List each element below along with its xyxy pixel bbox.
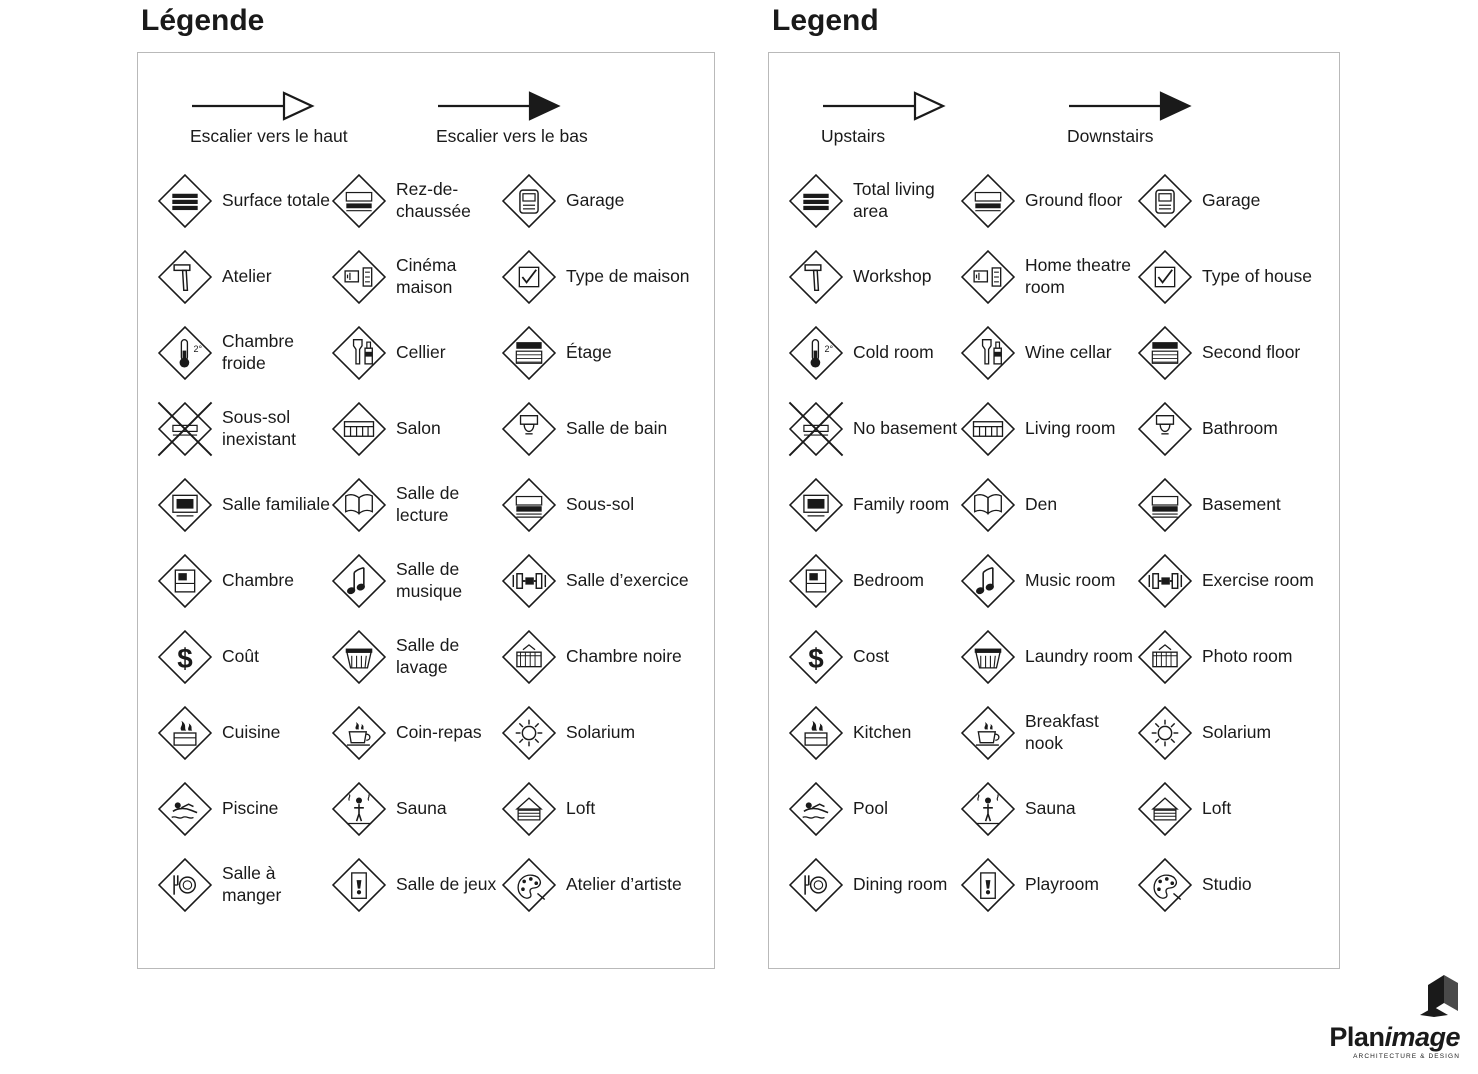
stairs-arrows-english — [821, 89, 1321, 147]
legend-symbol-item — [500, 163, 696, 239]
wine-cellar-icon — [959, 324, 1017, 382]
arrow-filled-right-icon — [436, 89, 634, 123]
legend-symbol-label: Salle familiale — [222, 494, 330, 515]
legend-symbol-label: Salle de lecture — [396, 483, 460, 525]
legend-symbol-label: Playroom — [1025, 874, 1099, 895]
exercise-room-icon — [500, 552, 558, 610]
arrow-item-downstairs-fr — [436, 89, 634, 147]
legend-symbol-label: Exercise room — [1202, 570, 1314, 591]
legend-symbol-item — [787, 163, 959, 239]
sauna-icon — [959, 780, 1017, 838]
legend-symbol-label: Cellier — [396, 342, 446, 363]
legend-symbol-label: Surface totale — [222, 190, 330, 211]
pool-swimmer-icon — [787, 780, 845, 838]
dining-room-icon — [156, 856, 214, 914]
legend-symbol-label: Coin-repas — [396, 722, 482, 743]
legend-symbol-label: Cuisine — [222, 722, 281, 743]
legend-symbol-label: Type de maison — [566, 266, 690, 287]
legend-symbol-item — [959, 391, 1136, 467]
family-room-tv-icon — [787, 476, 845, 534]
legend-symbol-label: Piscine — [222, 798, 279, 819]
legend-symbol-item — [1136, 163, 1322, 239]
laundry-room-icon — [330, 628, 388, 686]
legend-symbol-item — [1136, 619, 1322, 695]
basement-icon — [500, 476, 558, 534]
legend-symbol-item — [500, 467, 696, 543]
legend-symbol-item — [1136, 467, 1322, 543]
cold-room-thermometer-icon — [787, 324, 845, 382]
legend-symbol-item — [500, 239, 696, 315]
legend-symbol-label: Loft — [1202, 798, 1232, 819]
type-of-house-icon — [1136, 248, 1194, 306]
legend-symbol-label: Garage — [566, 190, 625, 211]
legend-symbol-label: Living room — [1025, 418, 1116, 439]
legend-symbol-item — [330, 467, 500, 543]
legend-symbol-item — [1136, 239, 1322, 315]
legend-symbol-item — [787, 239, 959, 315]
legend-symbol-item — [330, 619, 500, 695]
legend-symbol-label: Kitchen — [853, 722, 912, 743]
cold-room-thermometer-icon — [156, 324, 214, 382]
type-of-house-icon — [500, 248, 558, 306]
laundry-room-icon — [959, 628, 1017, 686]
kitchen-stove-icon — [156, 704, 214, 762]
legend-symbol-label: Second floor — [1202, 342, 1301, 363]
living-room-sofa-icon — [330, 400, 388, 458]
legend-symbol-item — [1136, 391, 1322, 467]
legend-symbol-label: Coût — [222, 646, 259, 667]
legend-symbol-item — [156, 771, 330, 847]
legend-symbol-item — [156, 543, 330, 619]
legend-symbol-item — [500, 543, 696, 619]
legend-symbol-label: Workshop — [853, 266, 932, 287]
cost-dollar-icon — [156, 628, 214, 686]
legend-symbol-item — [959, 619, 1136, 695]
legend-symbol-label: Salle de lavage — [396, 635, 460, 677]
svg-text:$: $ — [177, 642, 193, 674]
legend-symbol-item — [1136, 695, 1322, 771]
legend-symbol-item — [959, 163, 1136, 239]
brand-name-part2: image — [1384, 1022, 1460, 1052]
loft-icon — [500, 780, 558, 838]
legend-symbol-item — [500, 391, 696, 467]
legend-symbol-item — [330, 163, 500, 239]
legend-symbol-item — [330, 543, 500, 619]
legend-symbol-item — [959, 315, 1136, 391]
arrow-item-upstairs-en — [821, 89, 1019, 147]
cost-dollar-icon — [787, 628, 845, 686]
legend-symbol-item — [500, 315, 696, 391]
bedroom-bed-icon — [787, 552, 845, 610]
legend-symbol-label: Family room — [853, 494, 950, 515]
legend-symbol-label: Sous-sol — [566, 494, 635, 515]
legend-symbol-label: Chambre froide — [222, 331, 294, 373]
second-floor-icon — [500, 324, 558, 382]
den-book-icon — [330, 476, 388, 534]
legend-symbol-label: Total living area — [853, 179, 935, 221]
total-living-area-icon — [156, 172, 214, 230]
home-theatre-icon — [959, 248, 1017, 306]
total-living-area-icon — [787, 172, 845, 230]
planimage-mark-icon — [1414, 973, 1460, 1022]
legend-symbol-label: Basement — [1202, 494, 1281, 515]
legend-symbol-label: Bathroom — [1202, 418, 1278, 439]
legend-symbol-item — [156, 315, 330, 391]
legend-symbol-label: Sauna — [1025, 798, 1076, 819]
workshop-hammer-icon — [156, 248, 214, 306]
legend-symbol-item — [156, 163, 330, 239]
legend-symbol-label: Salle à manger — [222, 863, 282, 905]
legend-symbol-label: Studio — [1202, 874, 1252, 895]
legend-symbol-item — [330, 771, 500, 847]
living-room-sofa-icon — [959, 400, 1017, 458]
legend-symbol-label: Cold room — [853, 342, 934, 363]
svg-text:2°: 2° — [824, 343, 834, 354]
playroom-icon — [959, 856, 1017, 914]
legend-symbol-item — [156, 695, 330, 771]
svg-text:$: $ — [808, 642, 824, 674]
legend-symbol-label: Ground floor — [1025, 190, 1123, 211]
arrow-item-downstairs-en — [1067, 89, 1265, 147]
legend-symbol-label: Cost — [853, 646, 889, 667]
garage-icon — [1136, 172, 1194, 230]
legend-symbol-item — [330, 315, 500, 391]
legend-symbol-label: Garage — [1202, 190, 1261, 211]
legend-symbol-label: Music room — [1025, 570, 1116, 591]
legend-symbol-item — [330, 391, 500, 467]
legend-symbol-item — [500, 771, 696, 847]
legend-symbol-label: Atelier — [222, 266, 272, 287]
brand-name — [1329, 1024, 1460, 1051]
legend-symbol-label: Salle de bain — [566, 418, 668, 439]
panel-box-french — [137, 52, 715, 969]
basement-icon — [1136, 476, 1194, 534]
legend-symbol-item — [500, 847, 696, 923]
legend-symbol-label: Chambre — [222, 570, 294, 591]
legend-symbol-item — [787, 467, 959, 543]
legend-symbol-item — [959, 543, 1136, 619]
arrow-item-upstairs-fr — [190, 89, 388, 147]
dining-room-icon — [787, 856, 845, 914]
home-theatre-icon — [330, 248, 388, 306]
loft-icon — [1136, 780, 1194, 838]
legend-symbol-item — [500, 695, 696, 771]
wine-cellar-icon — [330, 324, 388, 382]
symbol-grid-english — [787, 163, 1321, 923]
legend-symbol-label: Cinéma maison — [396, 255, 457, 297]
legend-symbol-label: Bedroom — [853, 570, 925, 591]
brand-logo — [1329, 973, 1460, 1060]
bedroom-bed-icon — [156, 552, 214, 610]
no-basement-icon — [156, 400, 214, 458]
arrow-filled-right-icon — [1067, 89, 1265, 123]
arrow-label-upstairs-fr: Escalier vers le haut — [190, 126, 348, 146]
kitchen-stove-icon — [787, 704, 845, 762]
legend-symbol-label: Solarium — [566, 722, 636, 743]
legend-symbol-item — [156, 619, 330, 695]
legend-symbol-label: Salle d’exercice — [566, 570, 689, 591]
photo-room-icon — [1136, 628, 1194, 686]
arrow-label-downstairs-en: Downstairs — [1067, 126, 1154, 146]
legend-symbol-item — [959, 239, 1136, 315]
legend-symbol-label: Den — [1025, 494, 1058, 515]
legend-symbol-label: Type of house — [1202, 266, 1312, 287]
legend-panel-english — [768, 4, 1340, 969]
exercise-room-icon — [1136, 552, 1194, 610]
legend-symbol-label: Salle de musique — [396, 559, 463, 601]
ground-floor-icon — [959, 172, 1017, 230]
legend-symbol-label: Chambre noire — [566, 646, 682, 667]
solarium-sun-icon — [1136, 704, 1194, 762]
panel-title-english: Legend — [772, 4, 879, 37]
legend-symbol-label: Salon — [396, 418, 441, 439]
breakfast-nook-cup-icon — [959, 704, 1017, 762]
second-floor-icon — [1136, 324, 1194, 382]
music-room-note-icon — [959, 552, 1017, 610]
family-room-tv-icon — [156, 476, 214, 534]
ground-floor-icon — [330, 172, 388, 230]
brand-name-part1: Plan — [1329, 1022, 1385, 1052]
arrow-label-downstairs-fr: Escalier vers le bas — [436, 126, 588, 146]
workshop-hammer-icon — [787, 248, 845, 306]
legend-symbol-item — [156, 847, 330, 923]
legend-symbol-label: Salle de jeux — [396, 874, 497, 895]
studio-palette-icon — [500, 856, 558, 914]
legend-symbol-label: Laundry room — [1025, 646, 1133, 667]
legend-symbol-label: No basement — [853, 418, 958, 439]
legend-symbol-item — [959, 695, 1136, 771]
legend-symbol-item — [330, 695, 500, 771]
svg-text:2°: 2° — [193, 343, 203, 354]
legend-symbol-item — [156, 467, 330, 543]
sauna-icon — [330, 780, 388, 838]
playroom-icon — [330, 856, 388, 914]
breakfast-nook-cup-icon — [330, 704, 388, 762]
legend-symbol-item — [787, 695, 959, 771]
legend-symbol-label: Solarium — [1202, 722, 1272, 743]
legend-symbol-item — [787, 771, 959, 847]
panel-box-english — [768, 52, 1340, 969]
stairs-arrows-french — [190, 89, 696, 147]
bathroom-icon — [500, 400, 558, 458]
legend-symbol-item — [156, 239, 330, 315]
legend-symbol-item — [1136, 543, 1322, 619]
music-room-note-icon — [330, 552, 388, 610]
legend-symbol-label: Rez-de-chaussée — [396, 179, 471, 221]
legend-symbol-label: Sauna — [396, 798, 447, 819]
legend-symbol-label: Sous-sol inexistant — [222, 407, 296, 449]
panel-title-french: Légende — [141, 4, 265, 37]
legend-symbol-item — [787, 847, 959, 923]
photo-room-icon — [500, 628, 558, 686]
den-book-icon — [959, 476, 1017, 534]
legend-symbol-item — [330, 239, 500, 315]
symbol-grid-french — [156, 163, 696, 923]
legend-symbol-label: Loft — [566, 798, 596, 819]
brand-tagline: ARCHITECTURE & DESIGN — [1353, 1053, 1460, 1060]
arrow-outline-right-icon — [190, 89, 388, 123]
arrow-label-upstairs-en: Upstairs — [821, 126, 886, 146]
legend-symbol-item — [1136, 847, 1322, 923]
bathroom-icon — [1136, 400, 1194, 458]
legend-symbol-label: Étage — [566, 342, 612, 363]
legend-symbol-item — [959, 771, 1136, 847]
garage-icon — [500, 172, 558, 230]
legend-symbol-item — [959, 847, 1136, 923]
legend-symbol-item — [500, 619, 696, 695]
legend-symbol-label: Pool — [853, 798, 889, 819]
legend-symbol-label: Dining room — [853, 874, 948, 895]
legend-symbol-label: Wine cellar — [1025, 342, 1112, 363]
legend-symbol-item — [959, 467, 1136, 543]
legend-symbol-item — [787, 543, 959, 619]
pool-swimmer-icon — [156, 780, 214, 838]
legend-symbol-label: Photo room — [1202, 646, 1293, 667]
legend-symbol-item — [787, 391, 959, 467]
no-basement-icon — [787, 400, 845, 458]
legend-symbol-item — [330, 847, 500, 923]
legend-symbol-item — [1136, 315, 1322, 391]
studio-palette-icon — [1136, 856, 1194, 914]
legend-symbol-label: Breakfast nook — [1025, 711, 1099, 753]
legend-symbol-item — [787, 619, 959, 695]
solarium-sun-icon — [500, 704, 558, 762]
legend-symbol-item — [1136, 771, 1322, 847]
legend-symbol-item — [156, 391, 330, 467]
legend-panel-french — [137, 4, 715, 969]
arrow-outline-right-icon — [821, 89, 1019, 123]
legend-symbol-label: Atelier d’artiste — [566, 874, 682, 895]
legend-symbol-label: Home theatre room — [1025, 255, 1132, 297]
legend-symbol-item — [787, 315, 959, 391]
